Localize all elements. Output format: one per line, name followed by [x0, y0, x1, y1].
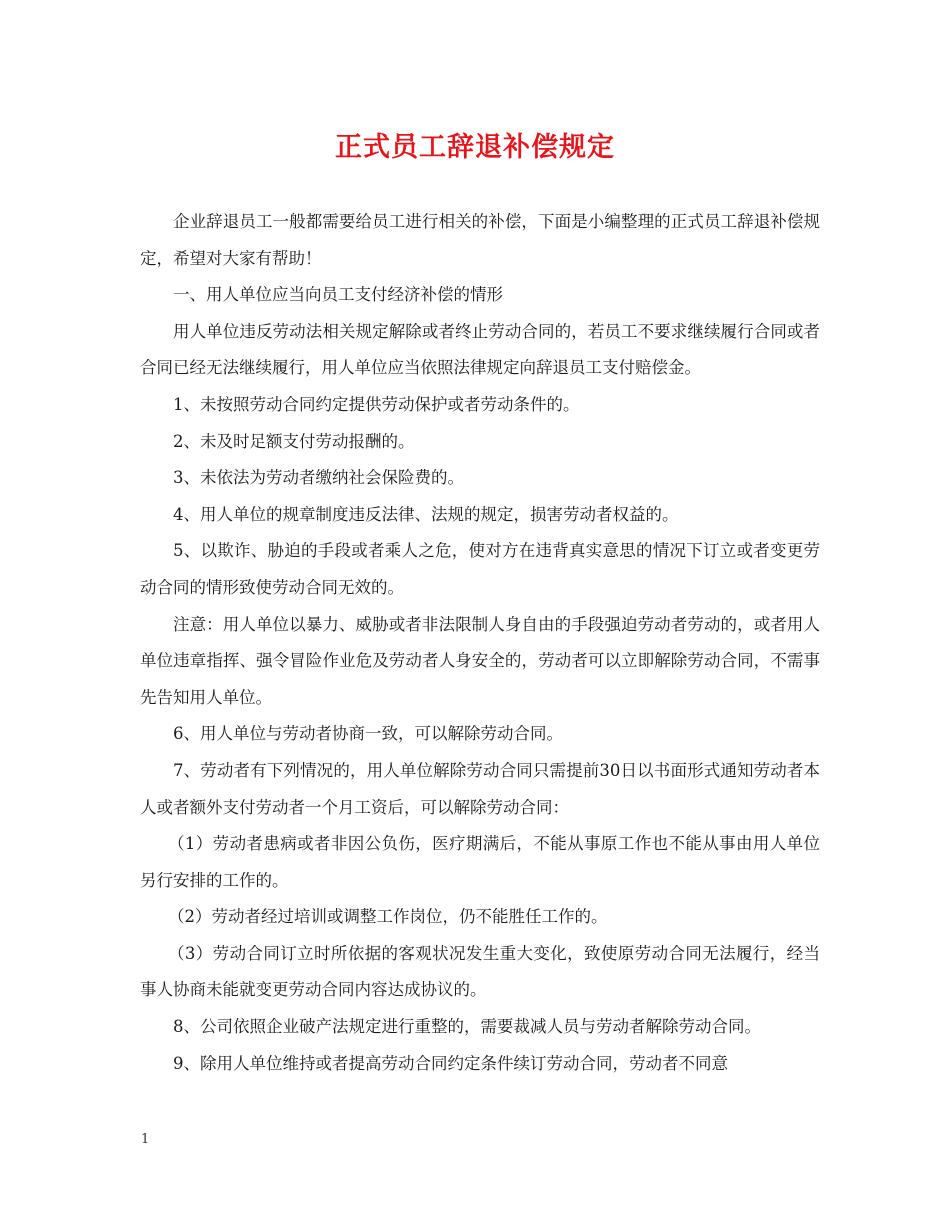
note-paragraph: 注意：用人单位以暴力、威胁或者非法限制人身自由的手段强迫劳动者劳动的，或者用人单位违章指挥、强令冒险作业危及劳动者人身安全的，劳动者可以立即解除劳动合同，不需事先告知用人单位。 — [140, 614, 820, 707]
section-heading-1: 一、用人单位应当向员工支付经济补偿的情形 — [173, 285, 503, 305]
list-item-3: 3、未依法为劳动者缴纳社会保险费的。 — [173, 468, 464, 488]
sub-item-1: （1）劳动者患病或者非因公负伤，医疗期满后，不能从事原工作也不能从事由用人单位另行安排的工作的。 — [140, 834, 820, 890]
sub-item-3: （3）劳动合同订立时所依据的客观状况发生重大变化，致使原劳动合同无法履行，经当事人协商未能就变更劳动合同内容达成协议的。 — [140, 943, 820, 1000]
document-title: 正式员工辞退补偿规定 — [335, 132, 615, 163]
paragraph-intro: 企业辞退员工一般都需要给员工进行相关的补偿，下面是小编整理的正式员工辞退补偿规定，希望对大家有帮助！ — [140, 212, 820, 268]
list-item-7: 7、劳动者有下列情况的，用人单位解除劳动合同只需提前30日以书面形式通知劳动者本人或者额外支付劳动者一个月工资后，可以解除劳动合同： — [140, 760, 820, 817]
list-item-9: 9、除用人单位维持或者提高劳动合同约定条件续订劳动合同，劳动者不同意 — [173, 1053, 728, 1073]
document-body — [140, 204, 820, 1082]
list-item-2: 2、未及时足额支付劳动报酬的。 — [173, 431, 415, 451]
list-item-1: 1、未按照劳动合同约定提供劳动保护或者劳动条件的。 — [173, 394, 580, 414]
list-item-5: 5、以欺诈、胁迫的手段或者乘人之危，使对方在违背真实意思的情况下订立或者变更劳动合同的情形致使劳动合同无效的。 — [140, 541, 820, 597]
paragraph: 用人单位违反劳动法相关规定解除或者终止劳动合同的，若员工不要求继续履行合同或者合同已经无法继续履行，用人单位应当依照法律规定向辞退员工支付赔偿金。 — [140, 321, 820, 378]
list-item-8: 8、公司依照企业破产法规定进行重整的，需要裁减人员与劳动者解除劳动合同。 — [173, 1017, 761, 1037]
page-number: 1 — [141, 1132, 150, 1147]
list-item-4: 4、用人单位的规章制度违反法律、法规的规定，损害劳动者权益的。 — [173, 504, 679, 524]
sub-item-2: （2）劳动者经过培训或调整工作岗位，仍不能胜任工作的。 — [168, 907, 608, 927]
list-item-6: 6、用人单位与劳动者协商一致，可以解除劳动合同。 — [173, 724, 563, 744]
